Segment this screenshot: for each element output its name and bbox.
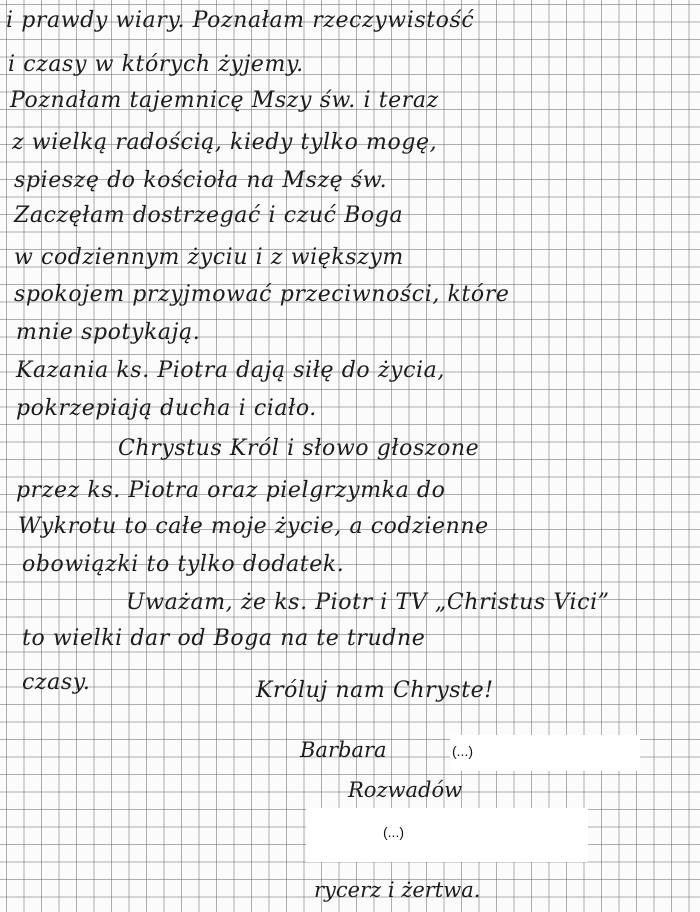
letter-line-4: z wielką radością, kiedy tylko mogę, [12,130,438,155]
letter-line-15: obowiązki to tylko dodatek. [22,552,345,577]
letter-line-18: czasy. [22,670,91,695]
letter-line-19: Króluj nam Chryste! [256,678,494,703]
signature-closing: rycerz i żertwa. [314,878,481,902]
letter-line-3: Poznałam tajemnicę Mszy św. i teraz [10,88,439,113]
letter-line-6: Zaczęłam dostrzegać i czuć Boga [14,203,404,228]
letter-line-9: mnie spotykają. [16,320,201,345]
letter-line-10: Kazania ks. Piotra dają siłę do życia, [16,358,445,383]
letter-line-14: Wykrotu to całe moje życie, a codzienne [18,514,489,539]
redacted-address-marker: (...) [383,824,404,840]
letter-line-12: Chrystus Król i słowo głoszone [118,436,480,461]
redacted-name-marker: (...) [452,743,473,759]
letter-line-2: i czasy w których żyjemy. [8,52,304,77]
redaction-box-address [306,808,588,862]
signature-name: Barbara [300,738,387,762]
letter-line-16: Uważam, że ks. Piotr i TV „Christus Vici” [126,590,610,615]
letter-line-7: w codziennym życiu i z większym [14,245,404,270]
letter-line-1: i prawdy wiary. Poznałam rzeczywistość [6,8,475,33]
redaction-box-name [450,735,640,771]
letter-line-13: przez ks. Piotra oraz pielgrzymka do [16,478,446,503]
signature-town: Rozwadów [348,778,463,802]
letter-line-5: spieszę do kościoła na Mszę św. [14,168,388,193]
letter-line-8: spokojem przyjmować przeciwności, które [14,282,510,307]
letter-line-17: to wielki dar od Boga na te trudne [22,626,426,651]
letter-line-11: pokrzepiają ducha i ciało. [16,396,317,421]
